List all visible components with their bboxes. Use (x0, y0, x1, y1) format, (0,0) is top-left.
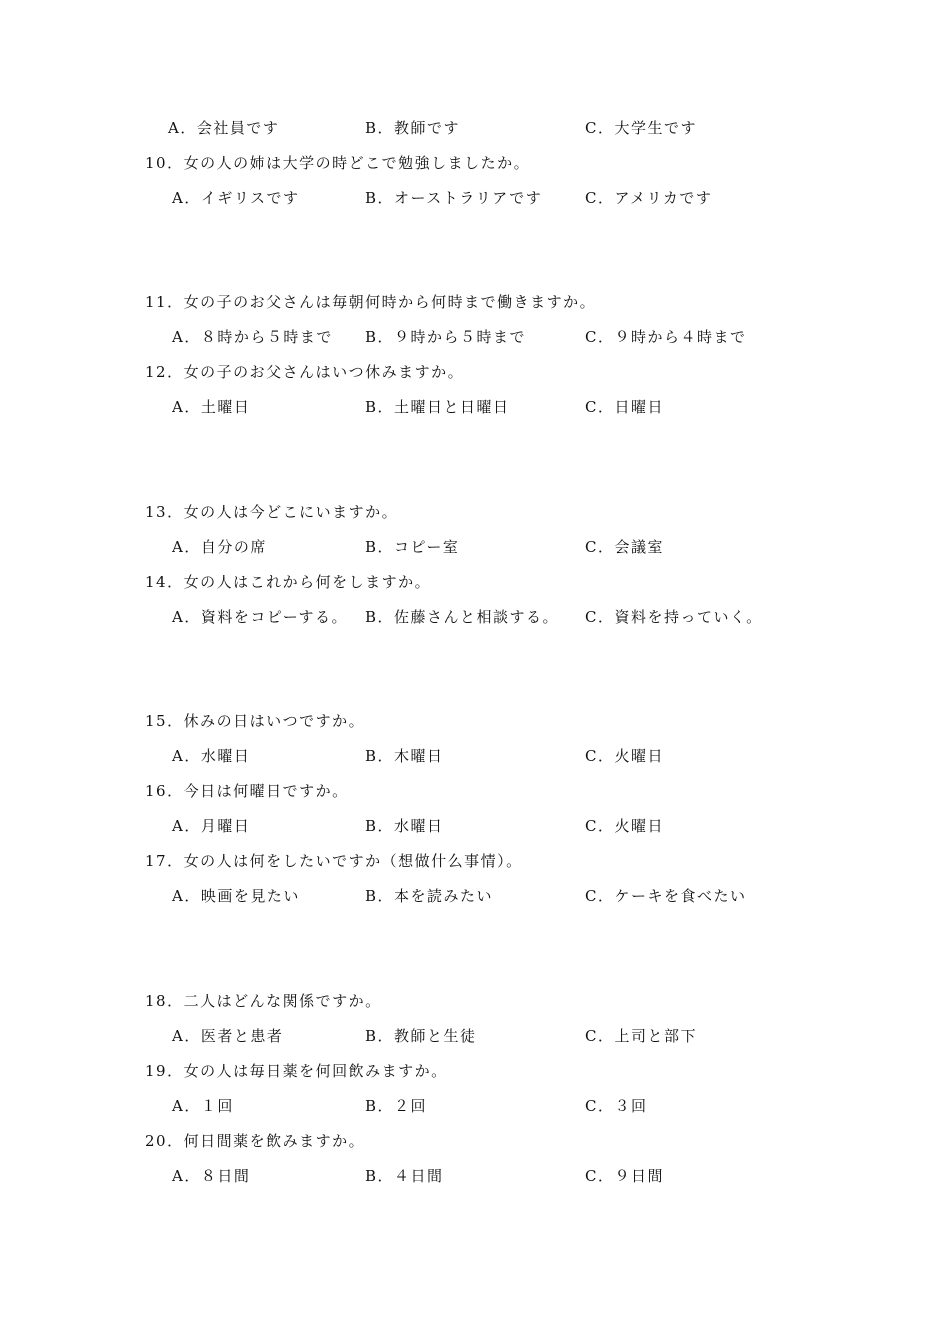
q16-text: 16．今日は何曜日ですか。 (145, 782, 349, 800)
q9-option-c: C．大学生です (585, 119, 697, 137)
q14-option-a: A．資料をコピーする。 (172, 608, 348, 626)
q11-option-c: C．９時から４時まで (585, 328, 747, 346)
q13-option-c: C．会議室 (585, 538, 664, 556)
q10-option-b: B．オーストラリアです (365, 189, 543, 207)
q11-option-b: B．９時から５時まで (365, 328, 527, 346)
q19-option-a: A．１回 (172, 1097, 234, 1115)
q17-option-a: A．映画を見たい (172, 887, 300, 905)
q16-option-b: B．水曜日 (365, 817, 444, 835)
q19-text: 19．女の人は毎日薬を何回飲みますか。 (145, 1062, 448, 1080)
q16-option-a: A．月曜日 (172, 817, 251, 835)
q17-text: 17．女の人は何をしたいですか（想做什么事情）。 (145, 852, 523, 870)
q9-option-a: A．会社員です (168, 119, 280, 137)
q20-text: 20．何日間薬を飲みますか。 (145, 1132, 366, 1150)
q20-option-c: C．９日間 (585, 1167, 664, 1185)
q13-option-b: B．コピー室 (365, 538, 460, 556)
q15-option-a: A．水曜日 (172, 747, 251, 765)
q19-option-b: B．２回 (365, 1097, 428, 1115)
q11-option-a: A．８時から５時まで (172, 328, 333, 346)
q18-option-b: B．教師と生徒 (365, 1027, 477, 1045)
q17-option-b: B．本を読みたい (365, 887, 494, 905)
q10-option-c: C．アメリカです (585, 189, 713, 207)
q20-option-a: A．８日間 (172, 1167, 251, 1185)
q15-option-b: B．木曜日 (365, 747, 444, 765)
q11-text: 11．女の子のお父さんは毎朝何時から何時まで働きますか。 (145, 293, 597, 311)
q12-text: 12．女の子のお父さんはいつ休みますか。 (145, 363, 465, 381)
q13-text: 13．女の人は今どこにいますか。 (145, 503, 399, 521)
q18-option-c: C．上司と部下 (585, 1027, 697, 1045)
q12-option-a: A．土曜日 (172, 398, 251, 416)
q14-option-b: B．佐藤さんと相談する。 (365, 608, 560, 626)
q12-option-c: C．日曜日 (585, 398, 664, 416)
q16-option-c: C．火曜日 (585, 817, 664, 835)
q15-text: 15．休みの日はいつですか。 (145, 712, 366, 730)
q18-option-a: A．医者と患者 (172, 1027, 284, 1045)
q19-option-c: C．３回 (585, 1097, 648, 1115)
q10-text: 10．女の人の姉は大学の時どこで勉強しましたか。 (145, 154, 531, 172)
q15-option-c: C．火曜日 (585, 747, 664, 765)
q13-option-a: A．自分の席 (172, 538, 267, 556)
q9-option-b: B．教師です (365, 119, 461, 137)
q17-option-c: C．ケーキを食べたい (585, 887, 747, 905)
q20-option-b: B．４日間 (365, 1167, 444, 1185)
q18-text: 18．二人はどんな関係ですか。 (145, 992, 382, 1010)
q10-option-a: A．イギリスです (172, 189, 300, 207)
q14-text: 14．女の人はこれから何をしますか。 (145, 573, 432, 591)
q14-option-c: C．資料を持っていく。 (585, 608, 763, 626)
q12-option-b: B．土曜日と日曜日 (365, 398, 510, 416)
